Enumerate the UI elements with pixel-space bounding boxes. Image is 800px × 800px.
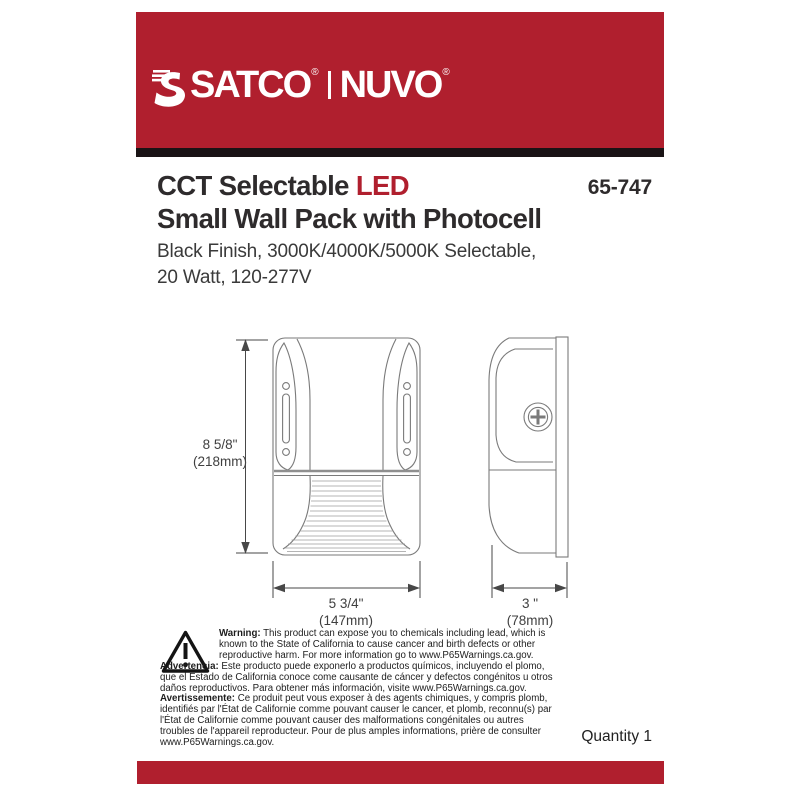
- warning-spanish-label: Advertencia:: [160, 660, 219, 672]
- side-depth-dim-inches: 3 ": [521, 596, 539, 611]
- front-width-dim-inches: 5 3/4": [328, 596, 364, 611]
- product-specs: [157, 239, 597, 290]
- logo-satco-text: SATCO: [190, 64, 311, 106]
- photocell-screw-icon: [524, 403, 552, 431]
- logo-nuvo-text: NUVO: [339, 64, 442, 106]
- satco-registered-mark: ®: [311, 67, 319, 78]
- spec-watt-volt: 20 Watt, 120-277V: [157, 266, 312, 288]
- quantity-label: Quantity 1: [581, 728, 652, 745]
- side-view-drawing: [489, 337, 568, 557]
- satco-nuvo-logo: [152, 66, 450, 108]
- title-line1-prefix: CCT Selectable: [157, 170, 356, 201]
- product-number: 65-747: [587, 176, 652, 199]
- warning-english-label: Warning:: [219, 628, 261, 639]
- title-line2: Small Wall Pack with Photocell: [157, 203, 542, 234]
- height-dim-inches: 8 5/8": [202, 437, 238, 452]
- lens-ribs: [285, 481, 408, 552]
- spec-finish-cct: Black Finish, 3000K/4000K/5000K Selectable,: [157, 241, 537, 262]
- product-title: [157, 169, 577, 235]
- width-dimension-front: [273, 561, 420, 598]
- height-dimension: [236, 339, 268, 554]
- front-view-drawing: [273, 338, 420, 555]
- technical-drawing: [150, 325, 630, 635]
- brand-header: [136, 12, 664, 148]
- warning-english: [160, 629, 554, 662]
- warning-spanish-text: Este producto puede exponerlo a productos químicos, incluyendo el plomo, que el Estado de California conoce come causante de cáncer y defectos congénitos u otros daños reproductivos. Para obtener más información, visite www.P65Warnings.ca.gov.: [160, 660, 553, 694]
- warning-french-text: Ce produit peut vous exposer à des agents chimiques, y compris plomb, identifiés par l'État de Californie comme pouvant causer le cancer, et plomb, reconnu(s) par l'État de Californie comme pouvant causer des malformations congénitales ou autres troubles de l'appareil reproducteur. Pour de plus amples informations, prière de consulter www.P65Warnings.ca.gov.: [160, 693, 552, 749]
- footer-accent-bar: [137, 761, 664, 784]
- warning-french: [160, 694, 554, 749]
- title-line1-highlight: LED: [355, 170, 410, 201]
- header-accent-bar: [136, 148, 664, 157]
- logo-divider: [328, 71, 331, 99]
- satco-s-icon: [152, 66, 188, 108]
- front-width-dim-mm: (147mm): [318, 613, 374, 628]
- warning-french-label: Avertissemente:: [160, 693, 236, 705]
- height-dim-mm: (218mm): [192, 454, 248, 469]
- side-depth-dim-mm: (78mm): [506, 613, 554, 628]
- warning-english-text: This product can expose you to chemicals including lead, which is known to the State of California to cause cancer and birth defects or other reproductive harm. For more information go to www.P65Warnings.ca.gov.: [219, 628, 546, 661]
- prop65-warning: [160, 629, 554, 749]
- warning-spanish: [160, 662, 554, 695]
- nuvo-registered-mark: ®: [442, 67, 450, 78]
